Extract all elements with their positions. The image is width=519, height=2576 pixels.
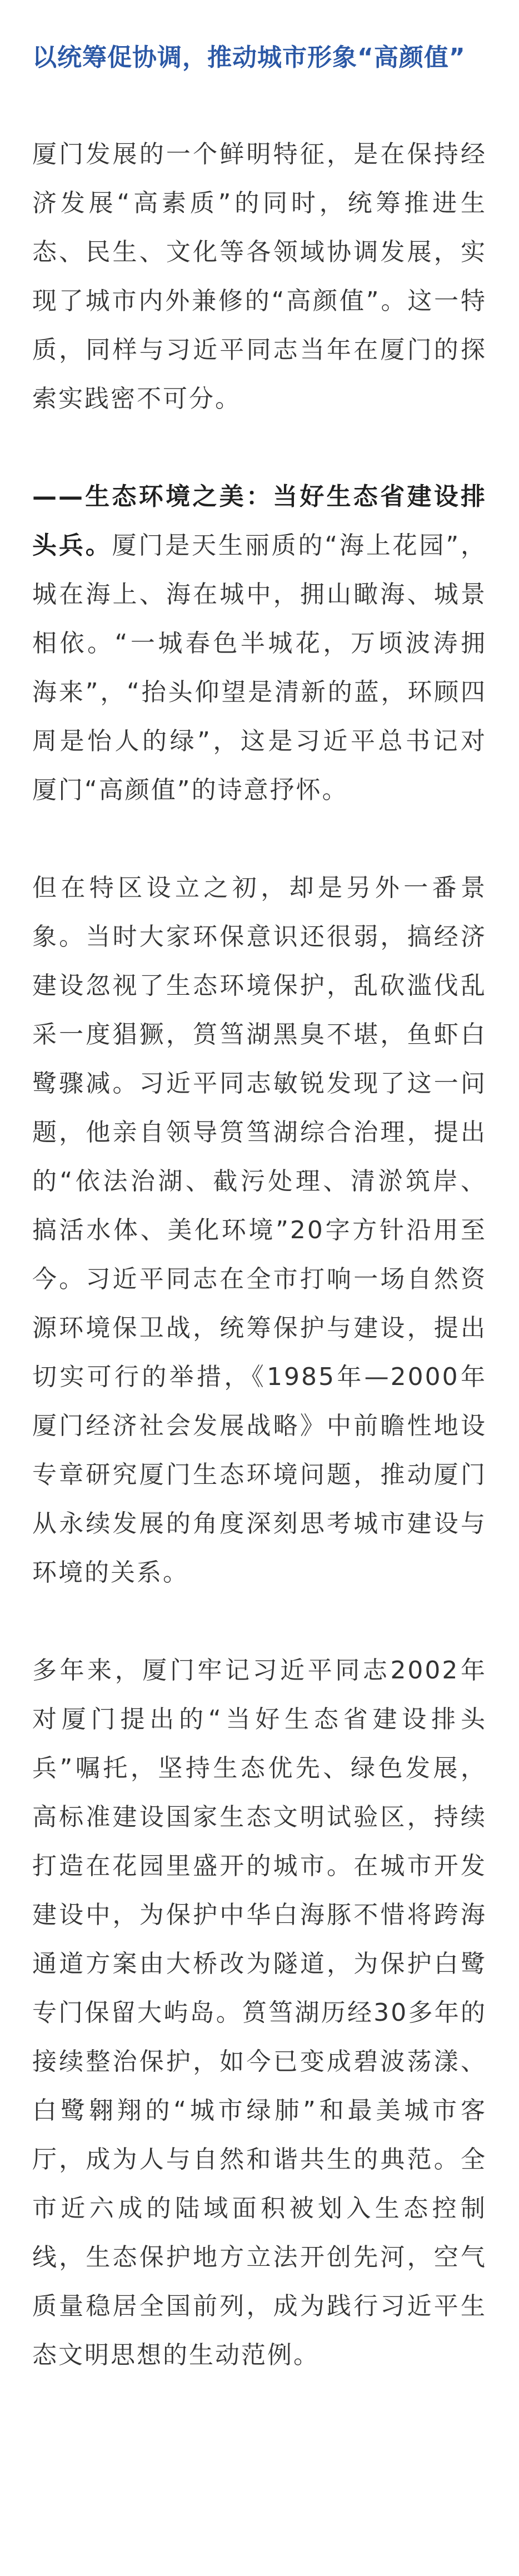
paragraph-ecology (32, 472, 487, 815)
paragraph-ecology-body: 厦门是天生丽质的“海上花园”，城在海上、海在城中，拥山瞰海、城景相依。“一城春色半城花，万顷波涛拥海来”，“抬头仰望是清新的蓝，环顾四周是怡人的绿”，这是习近平总书记对厦门“高颜值”的诗意抒怀。 (32, 531, 487, 804)
paragraph-history: 但在特区设立之初，却是另外一番景象。当时大家环保意识还很弱，搞经济建设忽视了生态环境保护，乱砍滥伐乱采一度猖獗，筼筜湖黑臭不堪，鱼虾白鹭骤减。习近平同志敏锐发现了这一问题，他亲自领导筼筜湖综合治理，提出的“依法治湖、截污处理、清淤筑岸、搞活水体、美化环境”20字方针沿用至今。习近平同志在全市打响一场自然资源环境保卫战，统筹保护与建设，提出切实可行的举措，《1985年—2000年厦门经济社会发展战略》中前瞻性地设专章研究厦门生态环境问题，推动厦门从永续发展的角度深刻思考城市建设与环境的关系。 (32, 874, 487, 1587)
paragraph-ecology-lead: ——生态环境之美：当好生态省建设排头兵。 (32, 482, 487, 560)
paragraph-intro: 厦门发展的一个鲜明特征，是在保持经济发展“高素质”的同时，统筹推进生态、民生、文化等各领域协调发展，实现了城市内外兼修的“高颜值”。这一特质，同样与习近平同志当年在厦门的探索实践密不可分。 (32, 140, 487, 413)
paragraph-achievements: 多年来，厦门牢记习近平同志2002年对厦门提出的“当好生态省建设排头兵”嘱托，坚持生态优先、绿色发展，高标准建设国家生态文明试验区，持续打造在花园里盛开的城市。在城市开发建设中，为保护中华白海豚不惜将跨海通道方案由大桥改为隧道，为保护白鹭专门保留大屿岛。筼筜湖历经30多年的接续整治保护，如今已变成碧波荡漾、白鹭翱翔的“城市绿肺”和最美城市客厅，成为人与自然和谐共生的典范。全市近六成的陆域面积被划入生态控制线，生态保护地方立法开创先河，空气质量稳居全国前列，成为践行习近平生态文明思想的生动范例。 (32, 1656, 487, 2369)
section-heading: 以统筹促协调，推动城市形象“高颜值” (32, 43, 466, 72)
